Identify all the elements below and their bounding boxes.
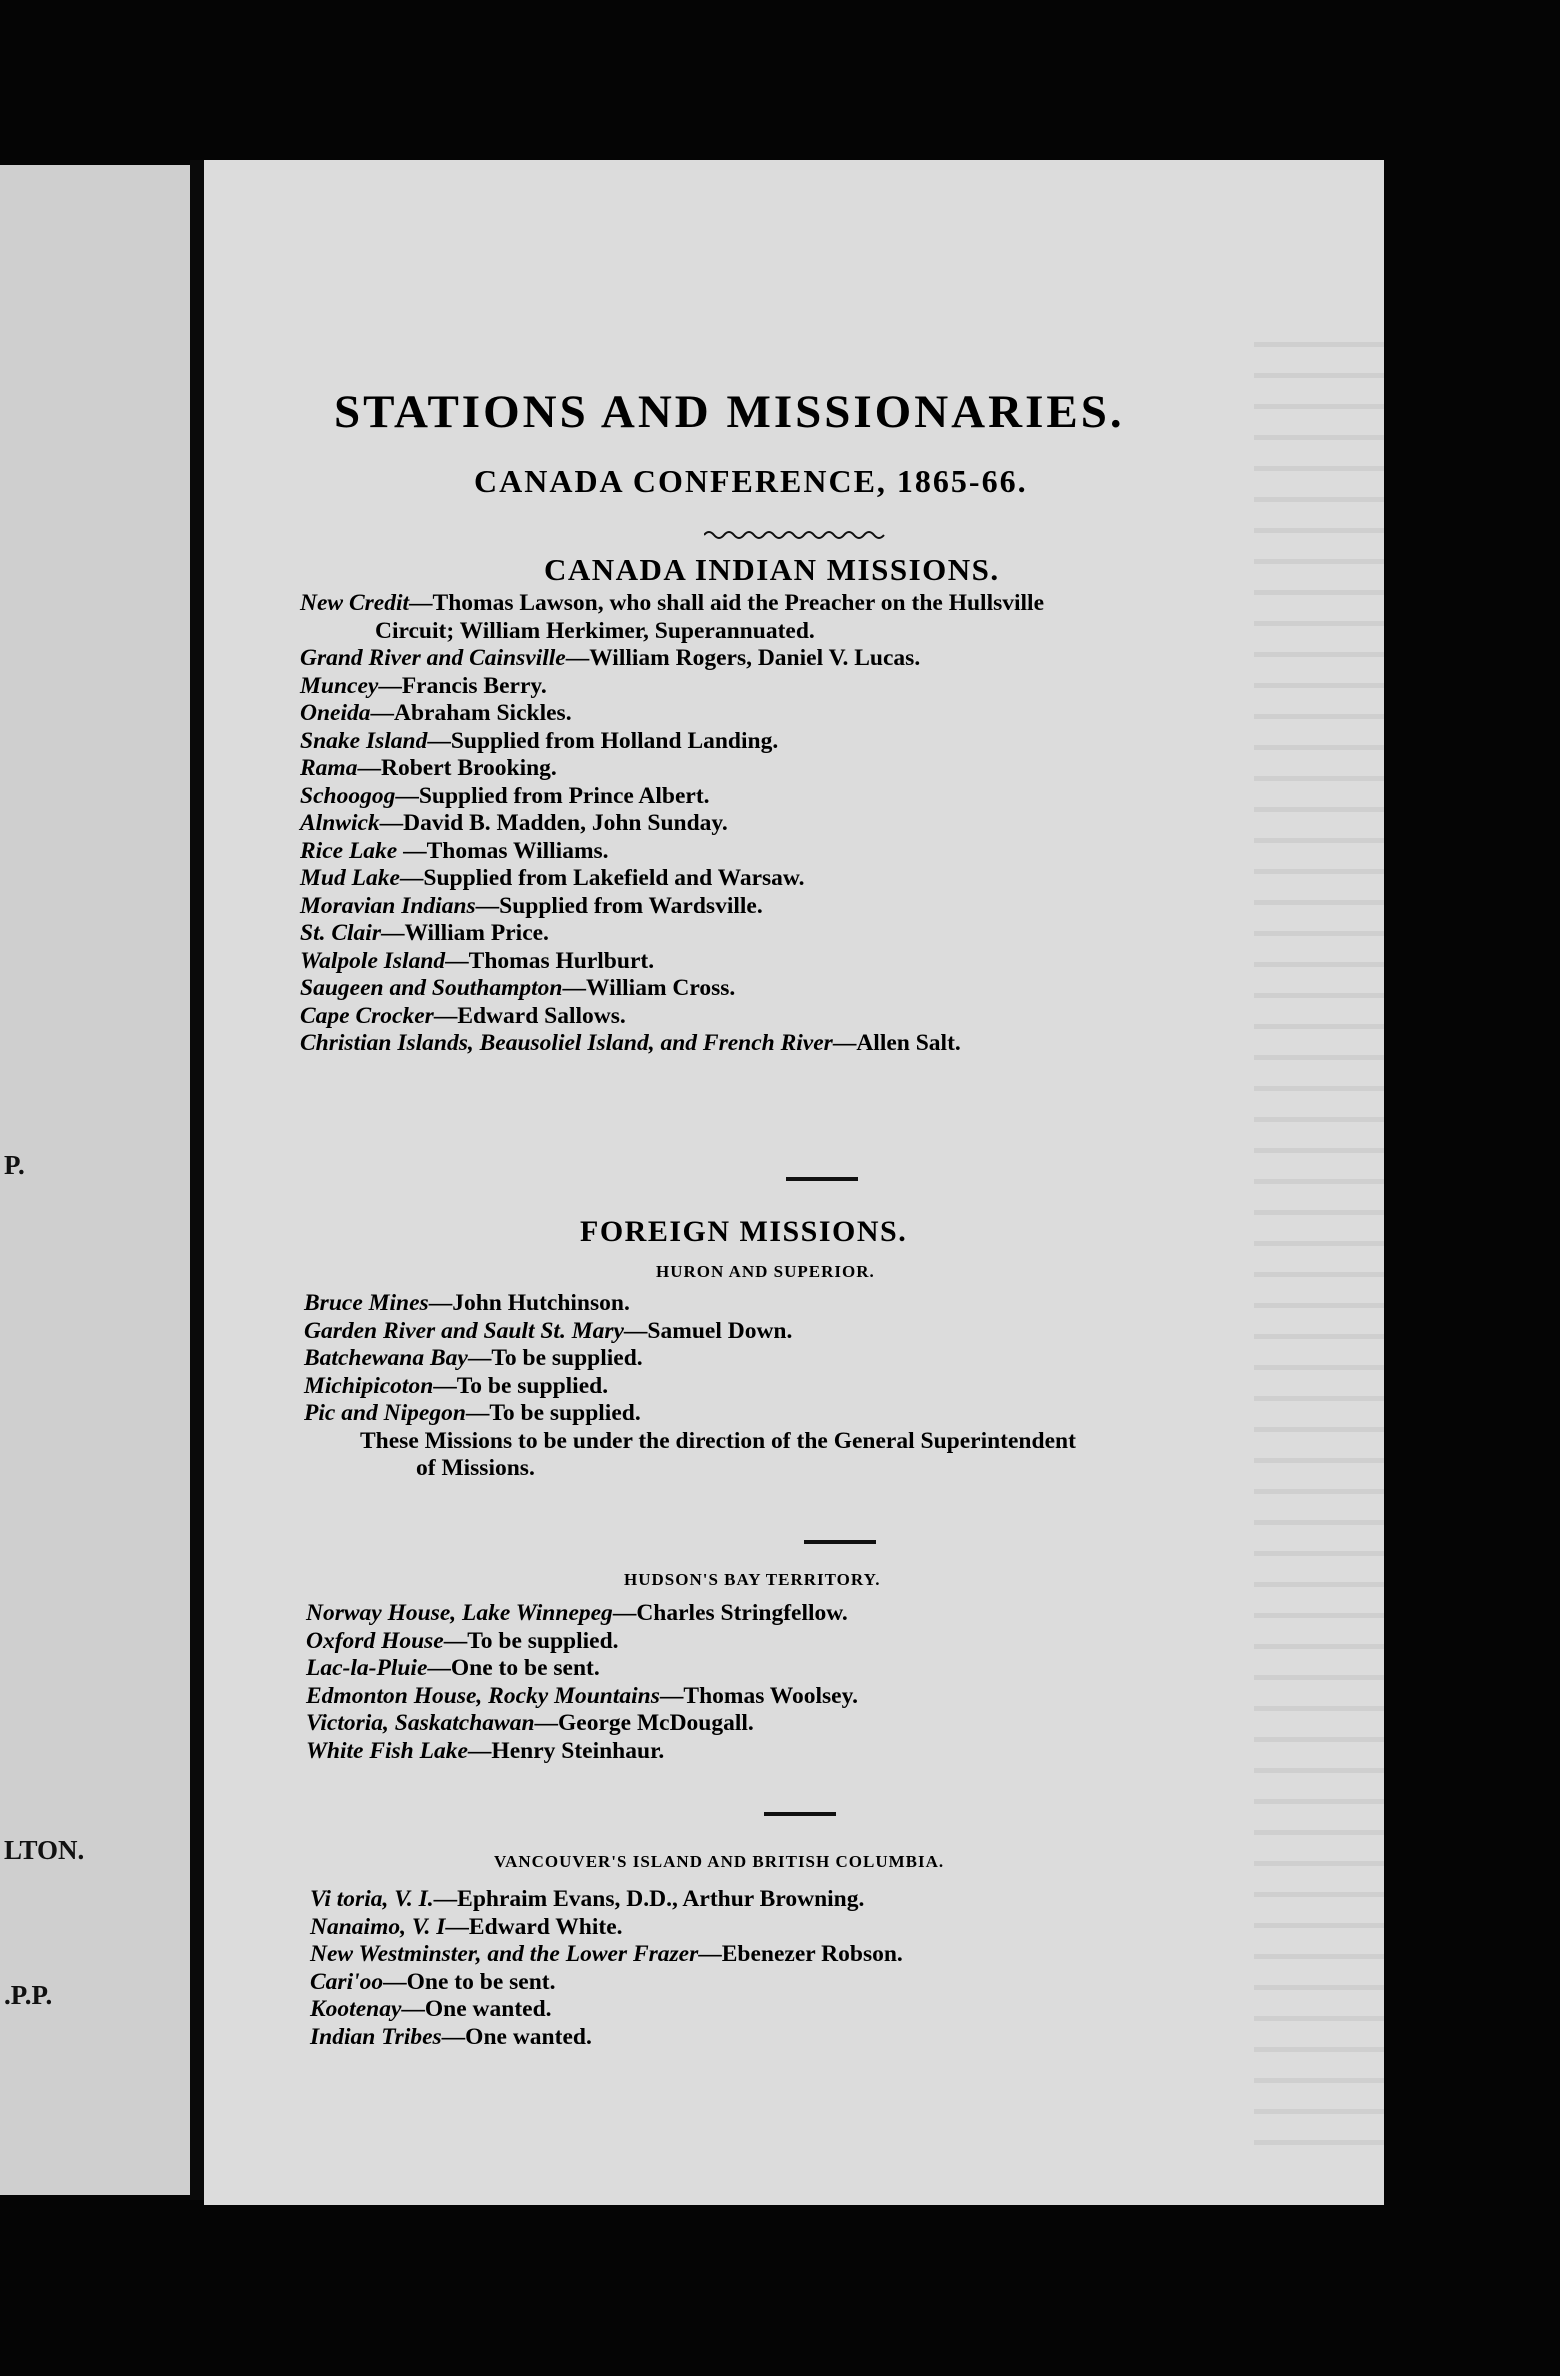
- list-item: Cari'oo—One to be sent.: [310, 1968, 556, 1995]
- subsection-heading-hudsons-bay: HUDSON'S BAY TERRITORY.: [624, 1570, 881, 1589]
- list-item: Walpole Island—Thomas Hurlburt.: [300, 947, 655, 974]
- left-fragment-1: P.: [4, 1150, 25, 1180]
- facing-page-fragment: [0, 165, 190, 2195]
- list-item: Rama—Robert Brooking.: [300, 755, 557, 781]
- list-item: New Credit—Thomas Lawson, who shall aid the Preacher on the Hullsville: [300, 590, 1045, 616]
- list-item: Pic and Nipegon—To be supplied.: [304, 1400, 641, 1426]
- vancouver-bc-list: [310, 1886, 1370, 2051]
- list-item: Oxford House—To be supplied.: [306, 1627, 619, 1654]
- list-item: Lac-la-Pluie—One to be sent.: [306, 1655, 600, 1681]
- list-item: Victoria, Saskatchawan—George McDougall.: [306, 1710, 754, 1736]
- list-item: Moravian Indians—Supplied from Wardsville.: [300, 892, 763, 919]
- left-fragment-3: .P.P.: [4, 1980, 53, 2010]
- subsection-heading-vancouver: VANCOUVER'S ISLAND AND BRITISH COLUMBIA.: [494, 1852, 945, 1871]
- page-subtitle: CANADA CONFERENCE, 1865-66.: [474, 463, 1028, 499]
- canada-indian-missions-list: [300, 590, 1360, 1058]
- list-item: Oneida—Abraham Sickles.: [300, 700, 572, 726]
- list-item: Nanaimo, V. I—Edward White.: [310, 1913, 623, 1940]
- list-item: Mud Lake—Supplied from Lakefield and Warsaw.: [300, 865, 805, 891]
- list-item: Cape Crocker—Edward Sallows.: [300, 1002, 626, 1029]
- list-item: Grand River and Cainsville—William Rogers, Daniel V. Lucas.: [300, 645, 921, 671]
- list-item: White Fish Lake—Henry Steinhaur.: [306, 1737, 665, 1764]
- section-heading-canada-indian: CANADA INDIAN MISSIONS.: [544, 552, 1000, 587]
- list-item: Bruce Mines—John Hutchinson.: [304, 1290, 630, 1316]
- page-title: STATIONS AND MISSIONARIES.: [334, 386, 1125, 438]
- list-item: Batchewana Bay—To be supplied.: [304, 1345, 643, 1371]
- list-item: New Westminster, and the Lower Frazer—Ebenezer Robson.: [310, 1941, 903, 1967]
- document-page: [204, 160, 1384, 2205]
- list-item: Garden River and Sault St. Mary—Samuel Down.: [304, 1317, 793, 1344]
- list-item: Edmonton House, Rocky Mountains—Thomas Woolsey.: [306, 1682, 858, 1709]
- list-item: Norway House, Lake Winnepeg—Charles Stringfellow.: [306, 1600, 848, 1626]
- missions-note-continuation: of Missions.: [416, 1455, 535, 1481]
- list-item: Kootenay—One wanted.: [310, 1996, 552, 2022]
- list-item: Indian Tribes—One wanted.: [310, 2023, 592, 2050]
- list-item: Vi toria, V. I.—Ephraim Evans, D.D., Arthur Browning.: [310, 1886, 865, 1912]
- wavy-divider: [704, 528, 889, 542]
- section-divider: [804, 1540, 876, 1544]
- list-item: Alnwick—David B. Madden, John Sunday.: [300, 810, 728, 836]
- list-item: Snake Island—Supplied from Holland Landing.: [300, 727, 779, 754]
- hudsons-bay-list: [306, 1600, 1366, 1765]
- subsection-heading-huron: HURON AND SUPERIOR.: [656, 1262, 875, 1281]
- section-divider: [786, 1177, 858, 1181]
- list-item: Michipicoton—To be supplied.: [304, 1372, 609, 1399]
- book-gutter: [190, 160, 204, 2200]
- list-item: Schoogog—Supplied from Prince Albert.: [300, 782, 710, 809]
- list-item-continuation: Circuit; William Herkimer, Superannuated.: [375, 617, 815, 644]
- list-item: Saugeen and Southampton—William Cross.: [300, 975, 736, 1001]
- left-fragment-2: LTON.: [4, 1835, 85, 1865]
- list-item: Muncey—Francis Berry.: [300, 672, 547, 699]
- missions-note: These Missions to be under the direction of the General Superintendent: [360, 1428, 1076, 1454]
- section-heading-foreign: FOREIGN MISSIONS.: [580, 1215, 908, 1248]
- huron-superior-list: [304, 1290, 1364, 1428]
- list-item: St. Clair—William Price.: [300, 920, 549, 946]
- list-item: Christian Islands, Beausoliel Island, and French River—Allen Salt.: [300, 1030, 961, 1056]
- section-divider: [764, 1812, 836, 1816]
- list-item: Rice Lake —Thomas Williams.: [300, 837, 609, 864]
